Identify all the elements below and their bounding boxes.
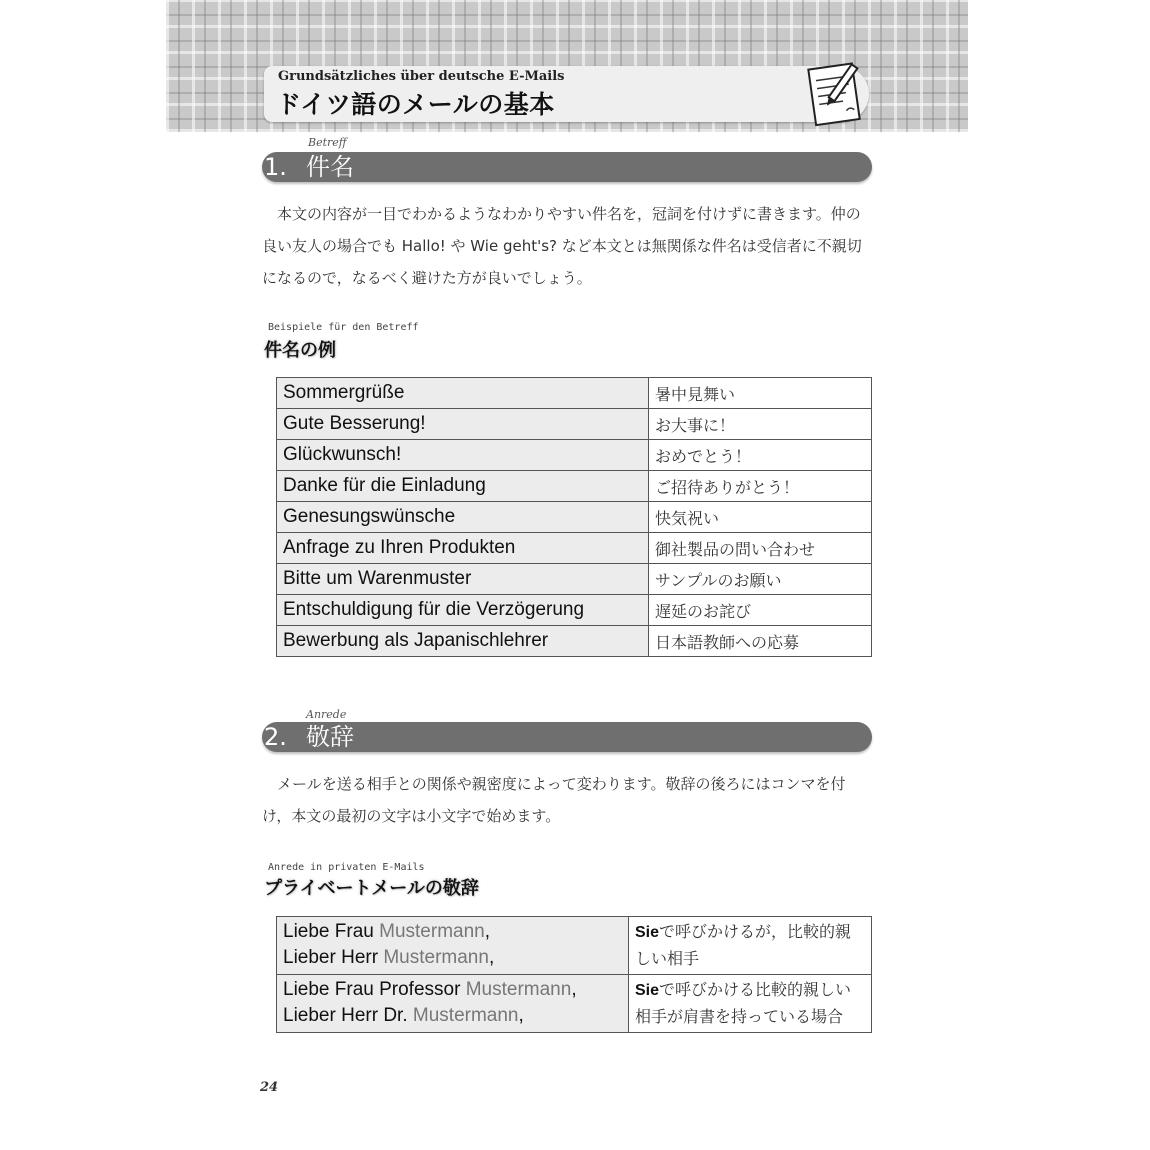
- section2-number: 2.: [264, 723, 287, 751]
- memo-pen-icon: [800, 58, 872, 130]
- salutation-ja-text: で呼びかける比較的親しい相手が肩書を持っている場合: [635, 980, 852, 1026]
- section2-subheading-ruby: Anrede in privaten E-Mails: [268, 862, 425, 873]
- table-row: [277, 440, 872, 471]
- table-row: [277, 533, 872, 564]
- section1-subheading: 件名の例: [264, 340, 336, 361]
- page: [166, 0, 968, 1150]
- salutation-line2-comma: ,: [518, 1005, 524, 1026]
- page-number: 24: [260, 1080, 279, 1095]
- salutation-line2-a: Lieber Herr: [283, 947, 379, 968]
- subject-examples-table: [276, 377, 872, 657]
- example-de: Genesungswünsche: [277, 502, 649, 533]
- salutation-line2-name: Mustermann: [412, 1005, 519, 1026]
- example-ja: お大事に！: [649, 409, 872, 440]
- table-row: [277, 502, 872, 533]
- salutation-table: [276, 916, 872, 1033]
- section1-ruby: Betreff: [308, 136, 347, 149]
- salutation-ja: [629, 975, 872, 1033]
- table-row: [277, 975, 872, 1033]
- salutation-de: [277, 917, 629, 975]
- section2-bar: [262, 722, 872, 752]
- section2-ruby: Anrede: [306, 708, 347, 721]
- example-ja: 暑中見舞い: [649, 378, 872, 409]
- salutation-line1-name: Mustermann: [379, 921, 485, 942]
- salutation-line1-comma: ,: [484, 921, 491, 942]
- table-row: [277, 409, 872, 440]
- example-de: Sommergrüße: [277, 378, 649, 409]
- example-de: Danke für die Einladung: [277, 471, 649, 502]
- salutation-line1-comma: ,: [571, 979, 577, 1000]
- table-row: [277, 564, 872, 595]
- header-label: [264, 66, 869, 122]
- example-ja: おめでとう！: [649, 440, 872, 471]
- section1-title: 件名: [306, 153, 354, 181]
- example-de: Gute Besserung!: [277, 409, 649, 440]
- section1-paragraph: 本文の内容が一目でわかるようなわかりやすい件名を，冠詞を付けずに書きます。仲の良い友人の場合でも Hallo! や Wie geht's? など本文とは無関係な件名は受信者に不親切になるので，なるべく避けた方が良いでしょう。: [262, 205, 862, 287]
- example-de: Bewerbung als Japanischlehrer: [277, 626, 649, 657]
- header-subtitle: Grundsätzliches über deutsche E-Mails: [278, 69, 565, 84]
- table-row: [277, 471, 872, 502]
- salutation-line1-a: Liebe Frau Professor: [283, 979, 461, 1000]
- header-title: ドイツ語のメールの基本: [276, 90, 555, 119]
- table-row: [277, 595, 872, 626]
- example-ja: ご招待ありがとう！: [649, 471, 872, 502]
- example-de: Bitte um Warenmuster: [277, 564, 649, 595]
- salutation-ja-sie: Sie: [635, 982, 660, 999]
- section2-title: 敬辞: [306, 723, 354, 751]
- example-de: Glückwunsch!: [277, 440, 649, 471]
- table-row: [277, 626, 872, 657]
- section1-bar: [262, 152, 872, 182]
- salutation-ja-sie: Sie: [635, 924, 660, 941]
- example-ja: 快気祝い: [649, 502, 872, 533]
- header-band: [166, 0, 968, 132]
- section2-paragraph: メールを送る相手との関係や親密度によって変わります。敬辞の後ろにはコンマを付け，本文の最初の文字は小文字で始めます。: [262, 775, 846, 825]
- example-ja: 遅延のお詫び: [649, 595, 872, 626]
- salutation-line1-a: Liebe Frau: [283, 921, 374, 942]
- salutation-ja-text: で呼びかけるが，比較的親しい相手: [635, 922, 852, 968]
- example-ja: サンプルのお願い: [649, 564, 872, 595]
- table-row: [277, 917, 872, 975]
- salutation-line1-name: Mustermann: [465, 979, 572, 1000]
- salutation-de: [277, 975, 629, 1033]
- salutation-line2-a: Lieber Herr Dr.: [283, 1005, 408, 1026]
- section2-subheading: プライベートメールの敬辞: [264, 878, 479, 899]
- example-ja: 日本語教師への応募: [649, 626, 872, 657]
- table-row: [277, 378, 872, 409]
- example-de: Anfrage zu Ihren Produkten: [277, 533, 649, 564]
- salutation-line2-comma: ,: [488, 947, 495, 968]
- section1-number: 1.: [264, 153, 287, 181]
- salutation-line2-name: Mustermann: [383, 947, 489, 968]
- salutation-ja: [629, 917, 872, 975]
- example-ja: 御社製品の問い合わせ: [649, 533, 872, 564]
- section1-subheading-ruby: Beispiele für den Betreff: [268, 322, 419, 333]
- example-de: Entschuldigung für die Verzögerung: [277, 595, 649, 626]
